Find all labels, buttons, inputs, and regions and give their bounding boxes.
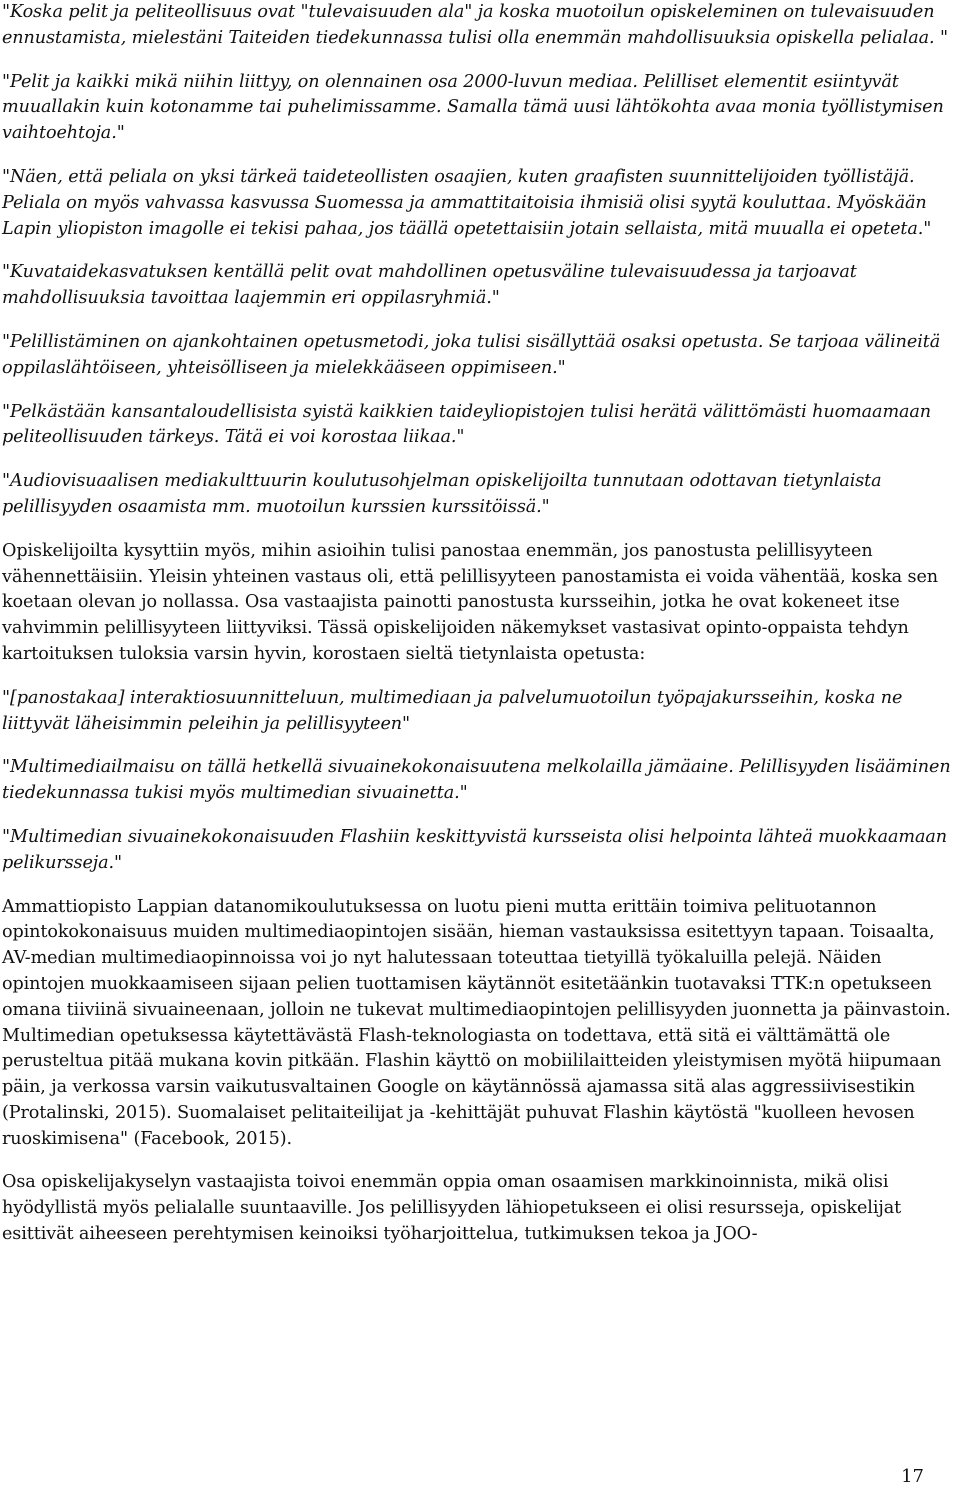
page-number: 17 xyxy=(901,1466,924,1487)
quote-paragraph: "Audiovisuaalisen mediakulttuurin koulutusohjelman opiskelijoilta tunnutaan odottavan tietynlaista pelillisyyden osaamista mm. muotoilun kurssien kurssitöissä." xyxy=(2,471,882,517)
document-body xyxy=(2,0,956,1266)
body-paragraph: Opiskelijoilta kysyttiin myös, mihin asioihin tulisi panostaa enemmän, jos panostusta pelillisyyteen vähennettäisiin. Yleisin yhteinen vastaus oli, että pelillisyyteen panostamista ei voida vähentää, koska sen koetaan olevan jo nollassa. Osa vastaajista painotti panostusta kursseihin, jotka he ovat kokeneet itse vahvimmin pelillisyyteen liittyviksi. Tässä opiskelijoiden näkemykset vastasivat opinto-oppaista tehdyn kartoituksen tuloksia varsin hyvin, korostaen sieltä tietynlaista opetusta: xyxy=(2,540,938,664)
quote-paragraph: "Näen, että peliala on yksi tärkeä taideteollisten osaajien, kuten graafisten suunnittelijoiden työllistäjä. Peliala on myös vahvassa kasvussa Suomessa ja ammattitaitoisia ihmisiä olisi syytä kouluttaa. Myöskään Lapin yliopiston imagolle ei tekisi pahaa, jos täällä opetettaisiin jotain sellaista, mitä muualla ei opeteta." xyxy=(2,166,932,239)
quote-paragraph: "Pelillistäminen on ajankohtainen opetusmetodi, joka tulisi sisällyttää osaksi opetusta. Se tarjoaa välineitä oppilaslähtöiseen, yhteisölliseen ja mielekkääseen oppimiseen." xyxy=(2,331,941,378)
body-paragraph: Osa opiskelijakyselyn vastaajista toivoi enemmän oppia oman osaamisen markkinoinnista, mikä olisi hyödyllistä myös pelialalle suuntaaville. Jos pelillisyyden lähiopetukseen ei olisi resursseja, opiskelijat esittivät aiheeseen perehtymisen keinoiksi työharjoittelua, tutkimuksen tekoa ja JOO- xyxy=(2,1172,902,1245)
quote-paragraph: "Multimedian sivuainekokonaisuuden Flashiin keskittyvistä kursseista olisi helpointa lähteä muokkaamaan pelikursseja." xyxy=(2,826,947,873)
body-paragraph: Ammattiopisto Lappian datanomikoulutuksessa on luotu pieni mutta erittäin toimiva pelituotannon opintokokonaisuus muiden multimediaopintojen sisään, hieman vastauksissa esitettyyn tapaan. Toisaalta, AV-median multimediaopinnoissa voi jo nyt halutessaan toteuttaa tietyillä työkaluilla pelejä. Näiden opintojen muokkaamiseen sijaan pelien tuottamisen käytännöt esitetäänkin tuotavaksi TTK:n opetukseen omana tiiviinä sivuaineenaan, jolloin ne tukevat multimediaopintojen pelillisyyden juonnetta ja päinvastoin. Multimedian opetuksessa käytettävästä Flash-teknologiasta on todettava, että sitä ei välttämättä ole perusteltua pitää mukana kovin pitkään. Flashin käyttö on mobiililaitteiden yleistymisen myötä hiipumaan päin, ja verkossa varsin vaikutusvaltainen Google on käytännössä ajamassa sitä alas aggressiivisestikin (Protalinski, 2015). Suomalaiset pelitaiteilijat ja -kehittäjät puhuvat Flashin käytöstä "kuolleen hevosen ruoskimisena" (Facebook, 2015). xyxy=(2,896,951,1149)
quote-paragraph: "Kuvataidekasvatuksen kentällä pelit ovat mahdollinen opetusväline tulevaisuudessa ja tarjoavat mahdollisuuksia tavoittaa laajemmin eri oppilasryhmiä." xyxy=(2,262,857,309)
quote-paragraph: "[panostakaa] interaktiosuunnitteluun, multimediaan ja palvelumuotoilun työpajakursseihin, koska ne liittyvät läheisimmin peleihin ja pelillisyyteen" xyxy=(2,687,903,734)
quote-paragraph: "Koska pelit ja peliteollisuus ovat "tulevaisuuden ala" ja koska muotoilun opiskeleminen on tulevaisuuden ennustamista, mielestäni Taiteiden tiedekunnassa tulisi olla enemmän mahdollisuuksia opiskella pelialaa. " xyxy=(2,2,948,48)
quote-paragraph: "Pelkästään kansantaloudellisista syistä kaikkien taideyliopistojen tulisi herätä välittömästi huomaamaan peliteollisuuden tärkeys. Tätä ei voi korostaa liikaa." xyxy=(2,401,932,448)
quote-paragraph: "Multimediailmaisu on tällä hetkellä sivuainekokonaisuutena melkolailla jämäaine. Pelillisyyden lisääminen tiedekunnassa tukisi myös multimedian sivuainetta." xyxy=(2,757,951,804)
quote-paragraph: "Pelit ja kaikki mikä niihin liittyy, on olennainen osa 2000-luvun mediaa. Pelilliset elementit esiintyvät muuallakin kuin kotonamme tai puhelimissamme. Samalla tämä uusi lähtökohta avaa monia työllistymisen vaihtoehtoja." xyxy=(2,71,944,144)
